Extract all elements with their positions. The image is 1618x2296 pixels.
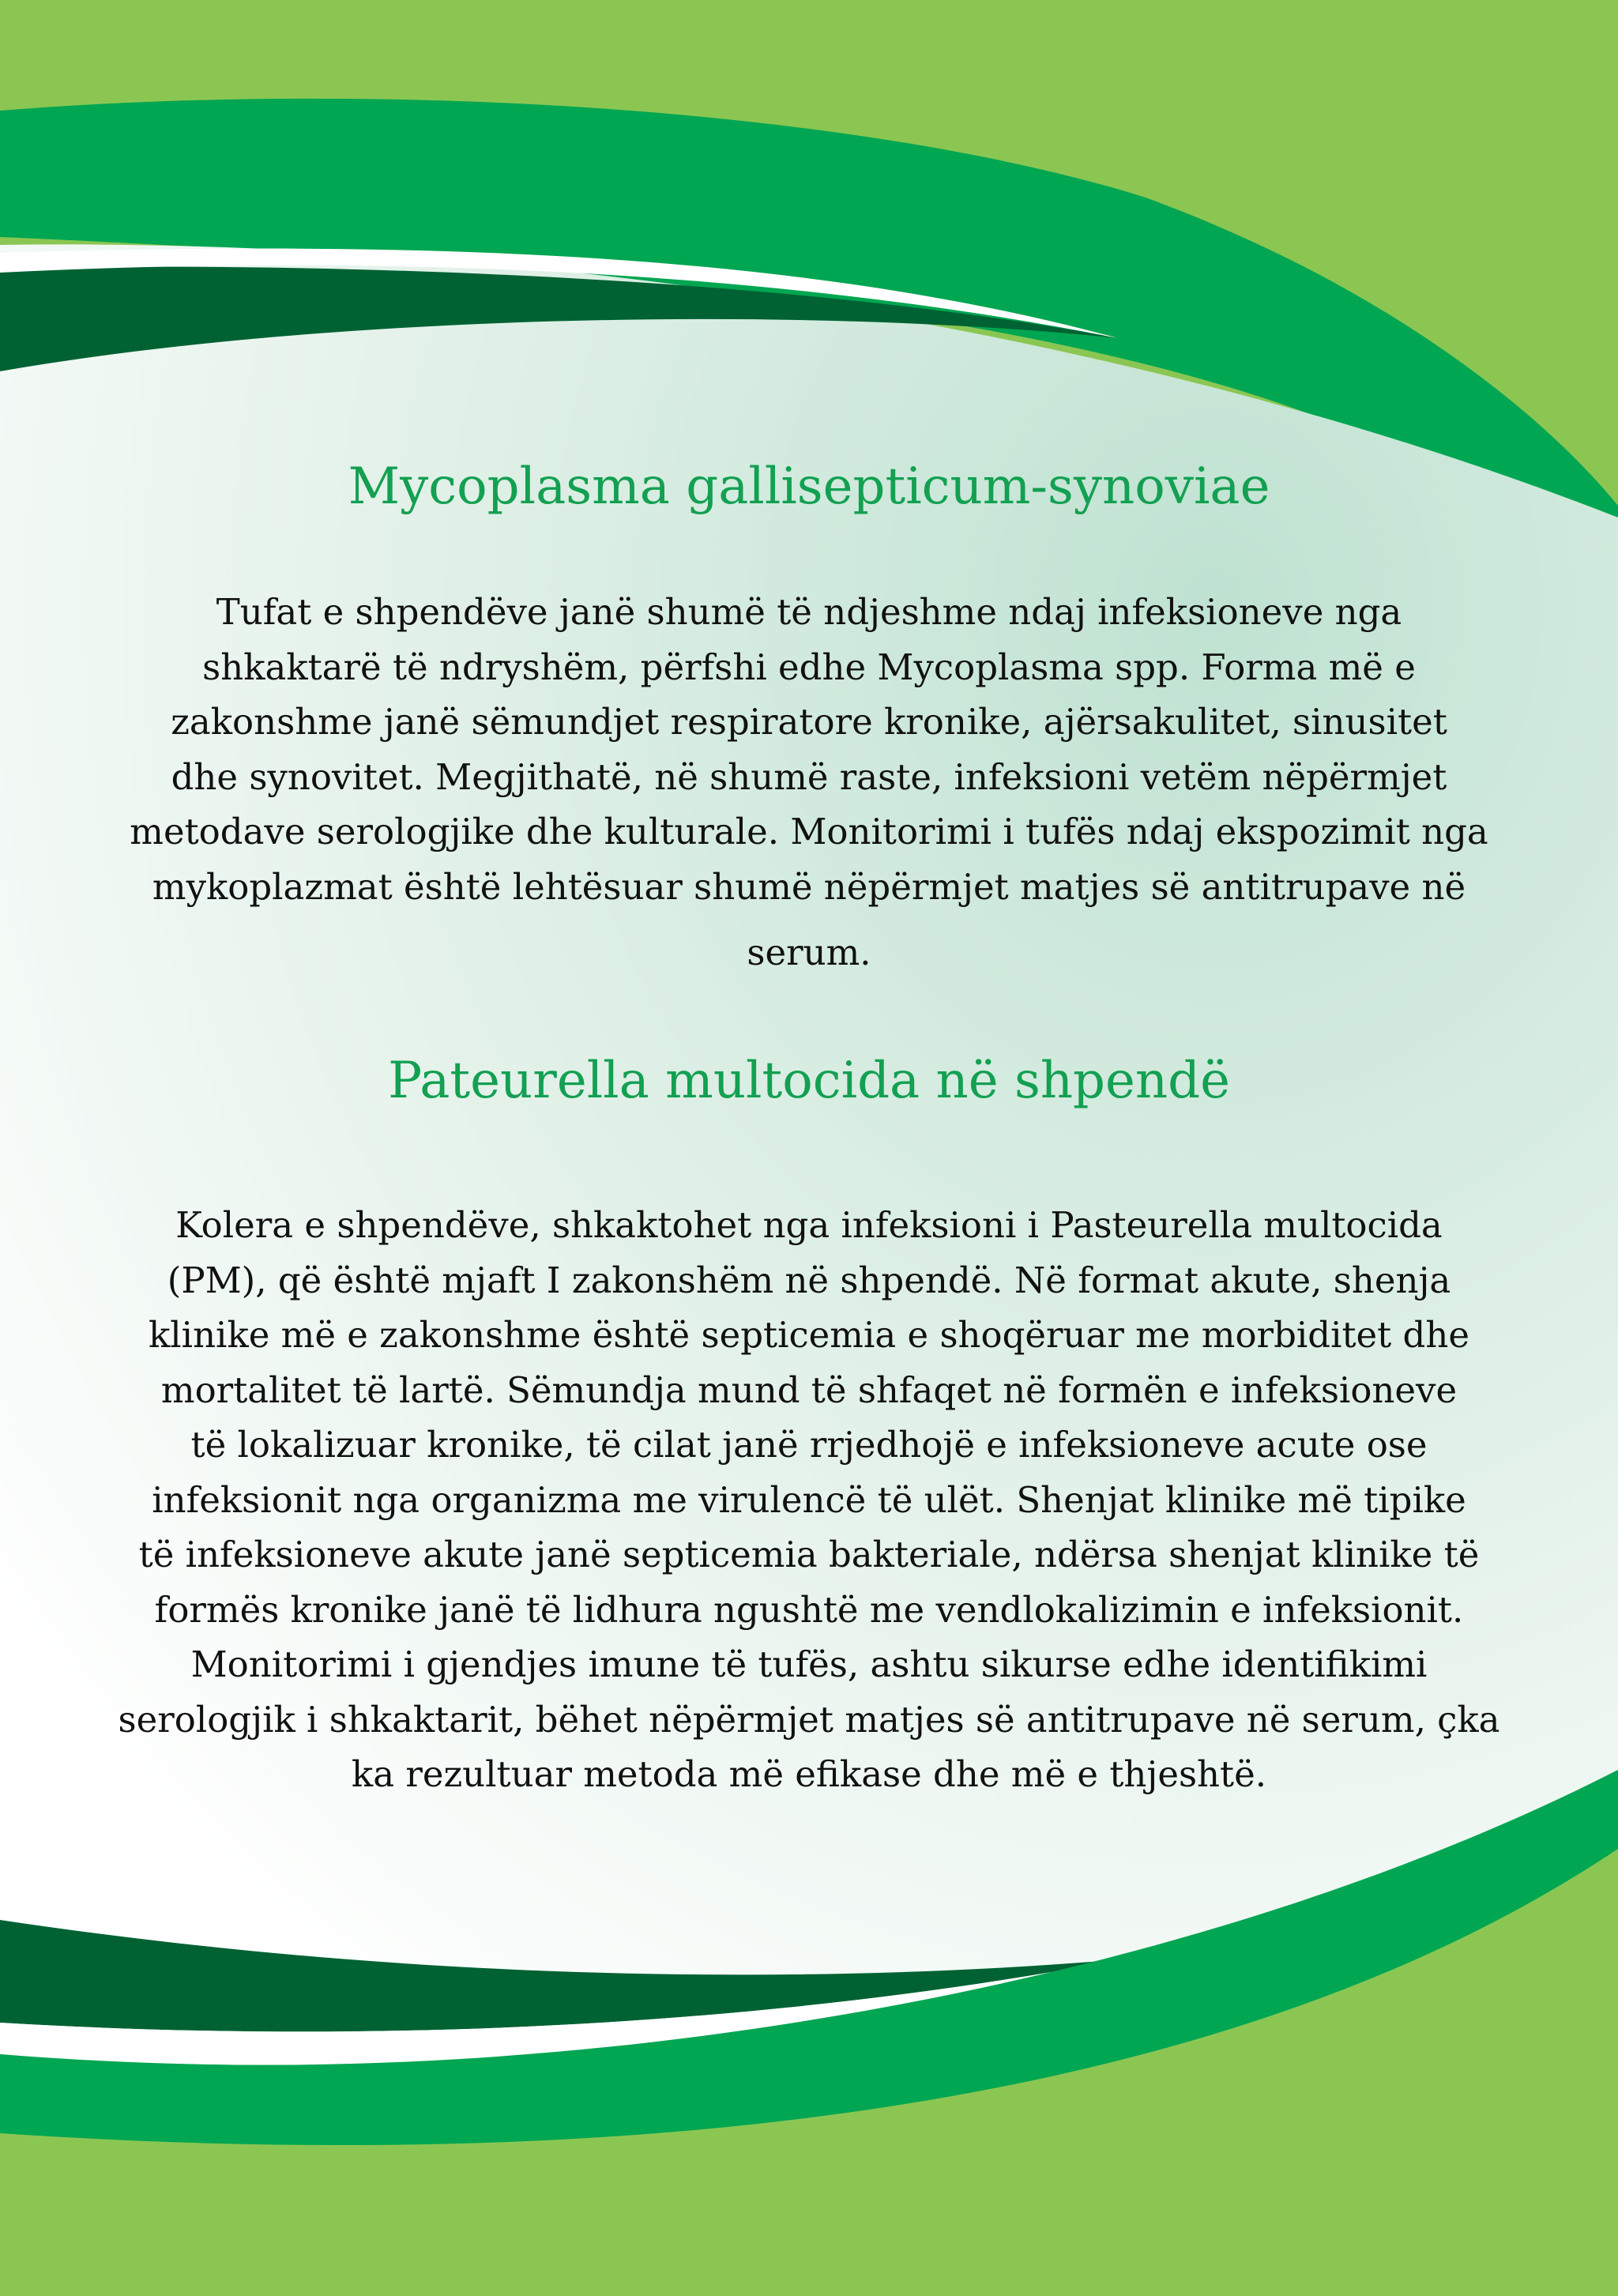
text-line: formës kronike janë të lidhura ngushtë me vendlokalizimin e infeksionit. — [154, 1588, 1464, 1631]
text-line: mortalitet të lartë. Sëmundja mund të shfaqet në formën e infeksioneve — [160, 1368, 1458, 1411]
text-line: serologjik i shkaktarit, bëhet nëpërmjet matjes së antitrupave në serum, çka — [118, 1698, 1500, 1741]
paragraph-mycoplasma — [75, 585, 1543, 981]
text-line: Tufat e shpendëve janë shumë të ndjeshme ndaj infeksioneve nga — [216, 591, 1402, 633]
text-line: klinike më e zakonshme është septicemia e shoqëruar me morbiditet dhe — [149, 1314, 1469, 1356]
text-line: të lokalizuar kronike, të cilat janë rrjedhojë e infeksioneve acute ose — [190, 1424, 1428, 1466]
text-line: zakonshme janë sëmundjet respiratore kronike, ajërsakulitet, sinusitet — [171, 701, 1447, 743]
text-line: metodave serologjike dhe kulturale. Monitorimi i tufës ndaj ekspozimit nga — [130, 811, 1488, 853]
text-line: (PM), që është mjaft I zakonshëm në shpendë. Në format akute, shenja — [167, 1259, 1451, 1301]
text-line: shkaktarë të ndryshëm, përfshi edhe Mycoplasma spp. Forma më e — [202, 646, 1416, 688]
section-title-mycoplasma: Mycoplasma gallisepticum-synoviae — [348, 457, 1270, 516]
text-line: dhe synovitet. Megjithatë, në shumë raste, infeksioni vetëm nëpërmjet — [171, 755, 1447, 798]
paragraph-pasteurella — [75, 1198, 1543, 1802]
text-line: Kolera e shpendëve, shkaktohet nga infeksioni i Pasteurella multocida — [175, 1204, 1443, 1246]
text-line: infeksionit nga organizma me virulencë të ulët. Shenjat klinike më tipike — [152, 1478, 1466, 1521]
text-line: mykoplazmat është lehtësuar shumë nëpërmjet matjes së antitrupave në — [152, 865, 1466, 908]
section-title-pasteurella: Pateurella multocida në shpendë — [388, 1052, 1230, 1110]
text-line: serum. — [747, 932, 871, 973]
text-line: ka rezultuar metoda më efikase dhe më e thjeshtë. — [351, 1753, 1267, 1795]
text-line: të infeksioneve akute janë septicemia bakteriale, ndërsa shenjat klinike të — [138, 1534, 1480, 1575]
text-line: Monitorimi i gjendjes imune të tufës, ashtu sikurse edhe identifikimi — [190, 1643, 1428, 1685]
